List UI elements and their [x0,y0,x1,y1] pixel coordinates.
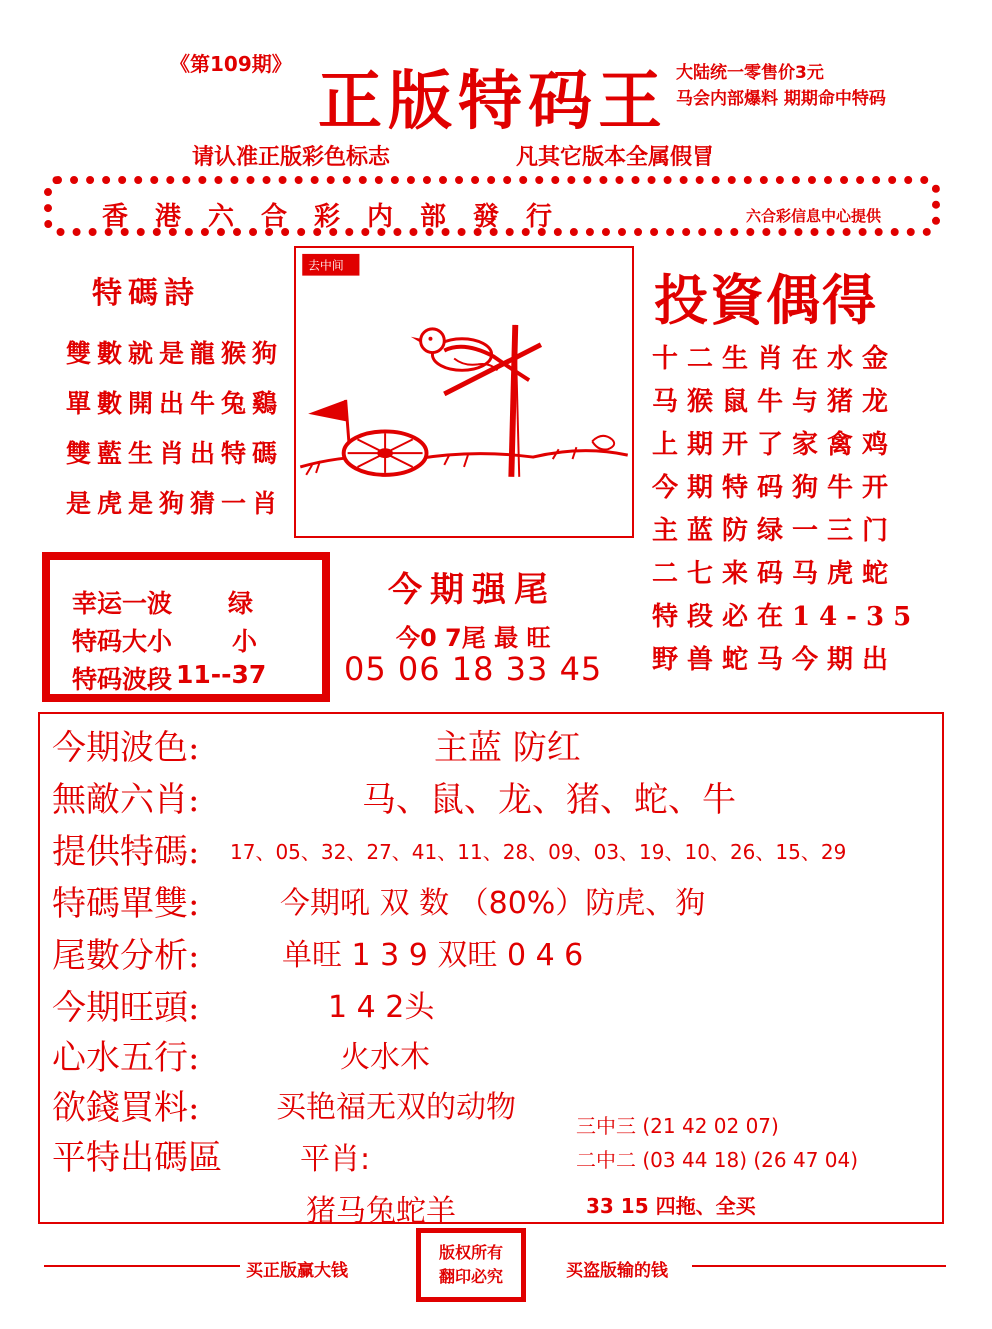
price-text: 大陆统一零售价3元 [676,63,824,83]
footer-right-text: 买盗版输的钱 [566,1261,668,1281]
footer-divider-left [44,1265,240,1267]
buy-tip-value: 买艳福无双的动物 [276,1090,516,1125]
lucky-wave-label: 幸运一波 [72,589,173,618]
invest-line: 主蓝防绿一三门 [652,516,898,546]
flat-zodiac-animals: 猪马兔蛇羊 [306,1194,456,1229]
hot-head-label: 今期旺頭: [52,988,200,1028]
special-code-label: 提供特碼: [52,832,200,872]
combo-three: 三中三 (21 42 02 07) [576,1114,779,1138]
invest-line: 马猴鼠牛与猪龙 [652,387,898,417]
invest-line: 二七来码马虎蛇 [652,559,898,589]
poem-line: 單數開出牛兔鷄 [66,389,284,418]
invest-line: 今期特码狗牛开 [652,473,898,503]
invest-line: 特段必在14-35 [652,602,921,632]
footer-left-text: 买正版赢大钱 [246,1261,348,1281]
poem-title: 特碼詩 [92,276,200,311]
buy-tip-label: 欲錢買料: [52,1088,200,1128]
five-elements-label: 心水五行: [52,1038,200,1078]
special-code-value: 17、05、32、27、41、11、28、09、03、19、10、26、15、29 [230,840,847,864]
special-size-row [72,622,258,658]
poem-line: 雙數就是龍猴狗 [66,339,284,368]
invest-line: 上期开了家禽鸡 [652,430,898,460]
invest-title: 投資偶得 [654,268,878,332]
copyright-line-1: 版权所有 [438,1243,503,1262]
wave-color-value: 主蓝 防红 [434,728,581,768]
picture-caption: 去中间 [308,258,344,273]
wave-color-label: 今期波色: [52,728,200,768]
slogan-text: 马会内部爆料 期期命中特码 [676,89,886,109]
strong-tail-numbers: 05 06 18 33 45 [344,650,603,688]
bird-drawing [296,248,632,536]
tail-analysis-label: 尾數分析: [52,936,200,976]
notice-authentic: 请认准正版彩色标志 [192,145,391,170]
strong-tail-title: 今期强尾 [388,570,556,610]
invest-line: 野兽蛇马今期出 [652,645,898,675]
combo-drag: 33 15 四拖、全买 [586,1194,756,1218]
special-range-value: 11--37 [176,660,267,689]
invest-line: 十二生肖在水金 [652,344,898,374]
copyright-line-2: 翻印必究 [438,1267,503,1286]
flat-zodiac-label: 平肖: [300,1142,371,1177]
notice-counterfeit: 凡其它版本全属假冒 [516,145,715,170]
poem-line: 是虎是狗猜一肖 [66,489,284,518]
lucky-wave-row [72,584,254,620]
bird-illustration [294,246,634,538]
special-size-value: 小 [232,627,258,656]
banner-main-text: 香港六合彩内部發行 [102,202,580,232]
six-zodiac-label: 無敵六肖: [52,780,200,820]
banner-sub-text: 六合彩信息中心提供 [746,207,882,225]
special-range-row [72,660,267,696]
strong-tail-text: 今0 7尾 最 旺 [396,624,551,652]
copyright-box [416,1228,526,1302]
five-elements-value: 火水木 [340,1040,430,1075]
odd-even-label: 特碼單雙: [52,884,200,924]
tail-analysis-value: 单旺 1 3 9 双旺 0 4 6 [282,938,584,973]
six-zodiac-value: 马、鼠、龙、猪、蛇、牛 [362,780,736,820]
lucky-box [42,552,330,702]
flat-zone-label: 平特出碼區 [52,1138,222,1178]
hot-head-value: 1 4 2头 [328,990,435,1025]
page-title: 正版特码王 [318,64,668,139]
footer-divider-right [692,1265,946,1267]
odd-even-value: 今期吼 双 数 （80%）防虎、狗 [280,886,706,921]
special-range-label: 特码波段 [72,665,173,694]
poem-line: 雙藍生肖出特碼 [66,439,284,468]
special-size-label: 特码大小 [72,627,173,656]
combo-two: 二中二 (03 44 18) (26 47 04) [576,1148,859,1172]
lucky-wave-value: 绿 [228,589,254,618]
issue-number: 《第109期》 [170,52,292,76]
